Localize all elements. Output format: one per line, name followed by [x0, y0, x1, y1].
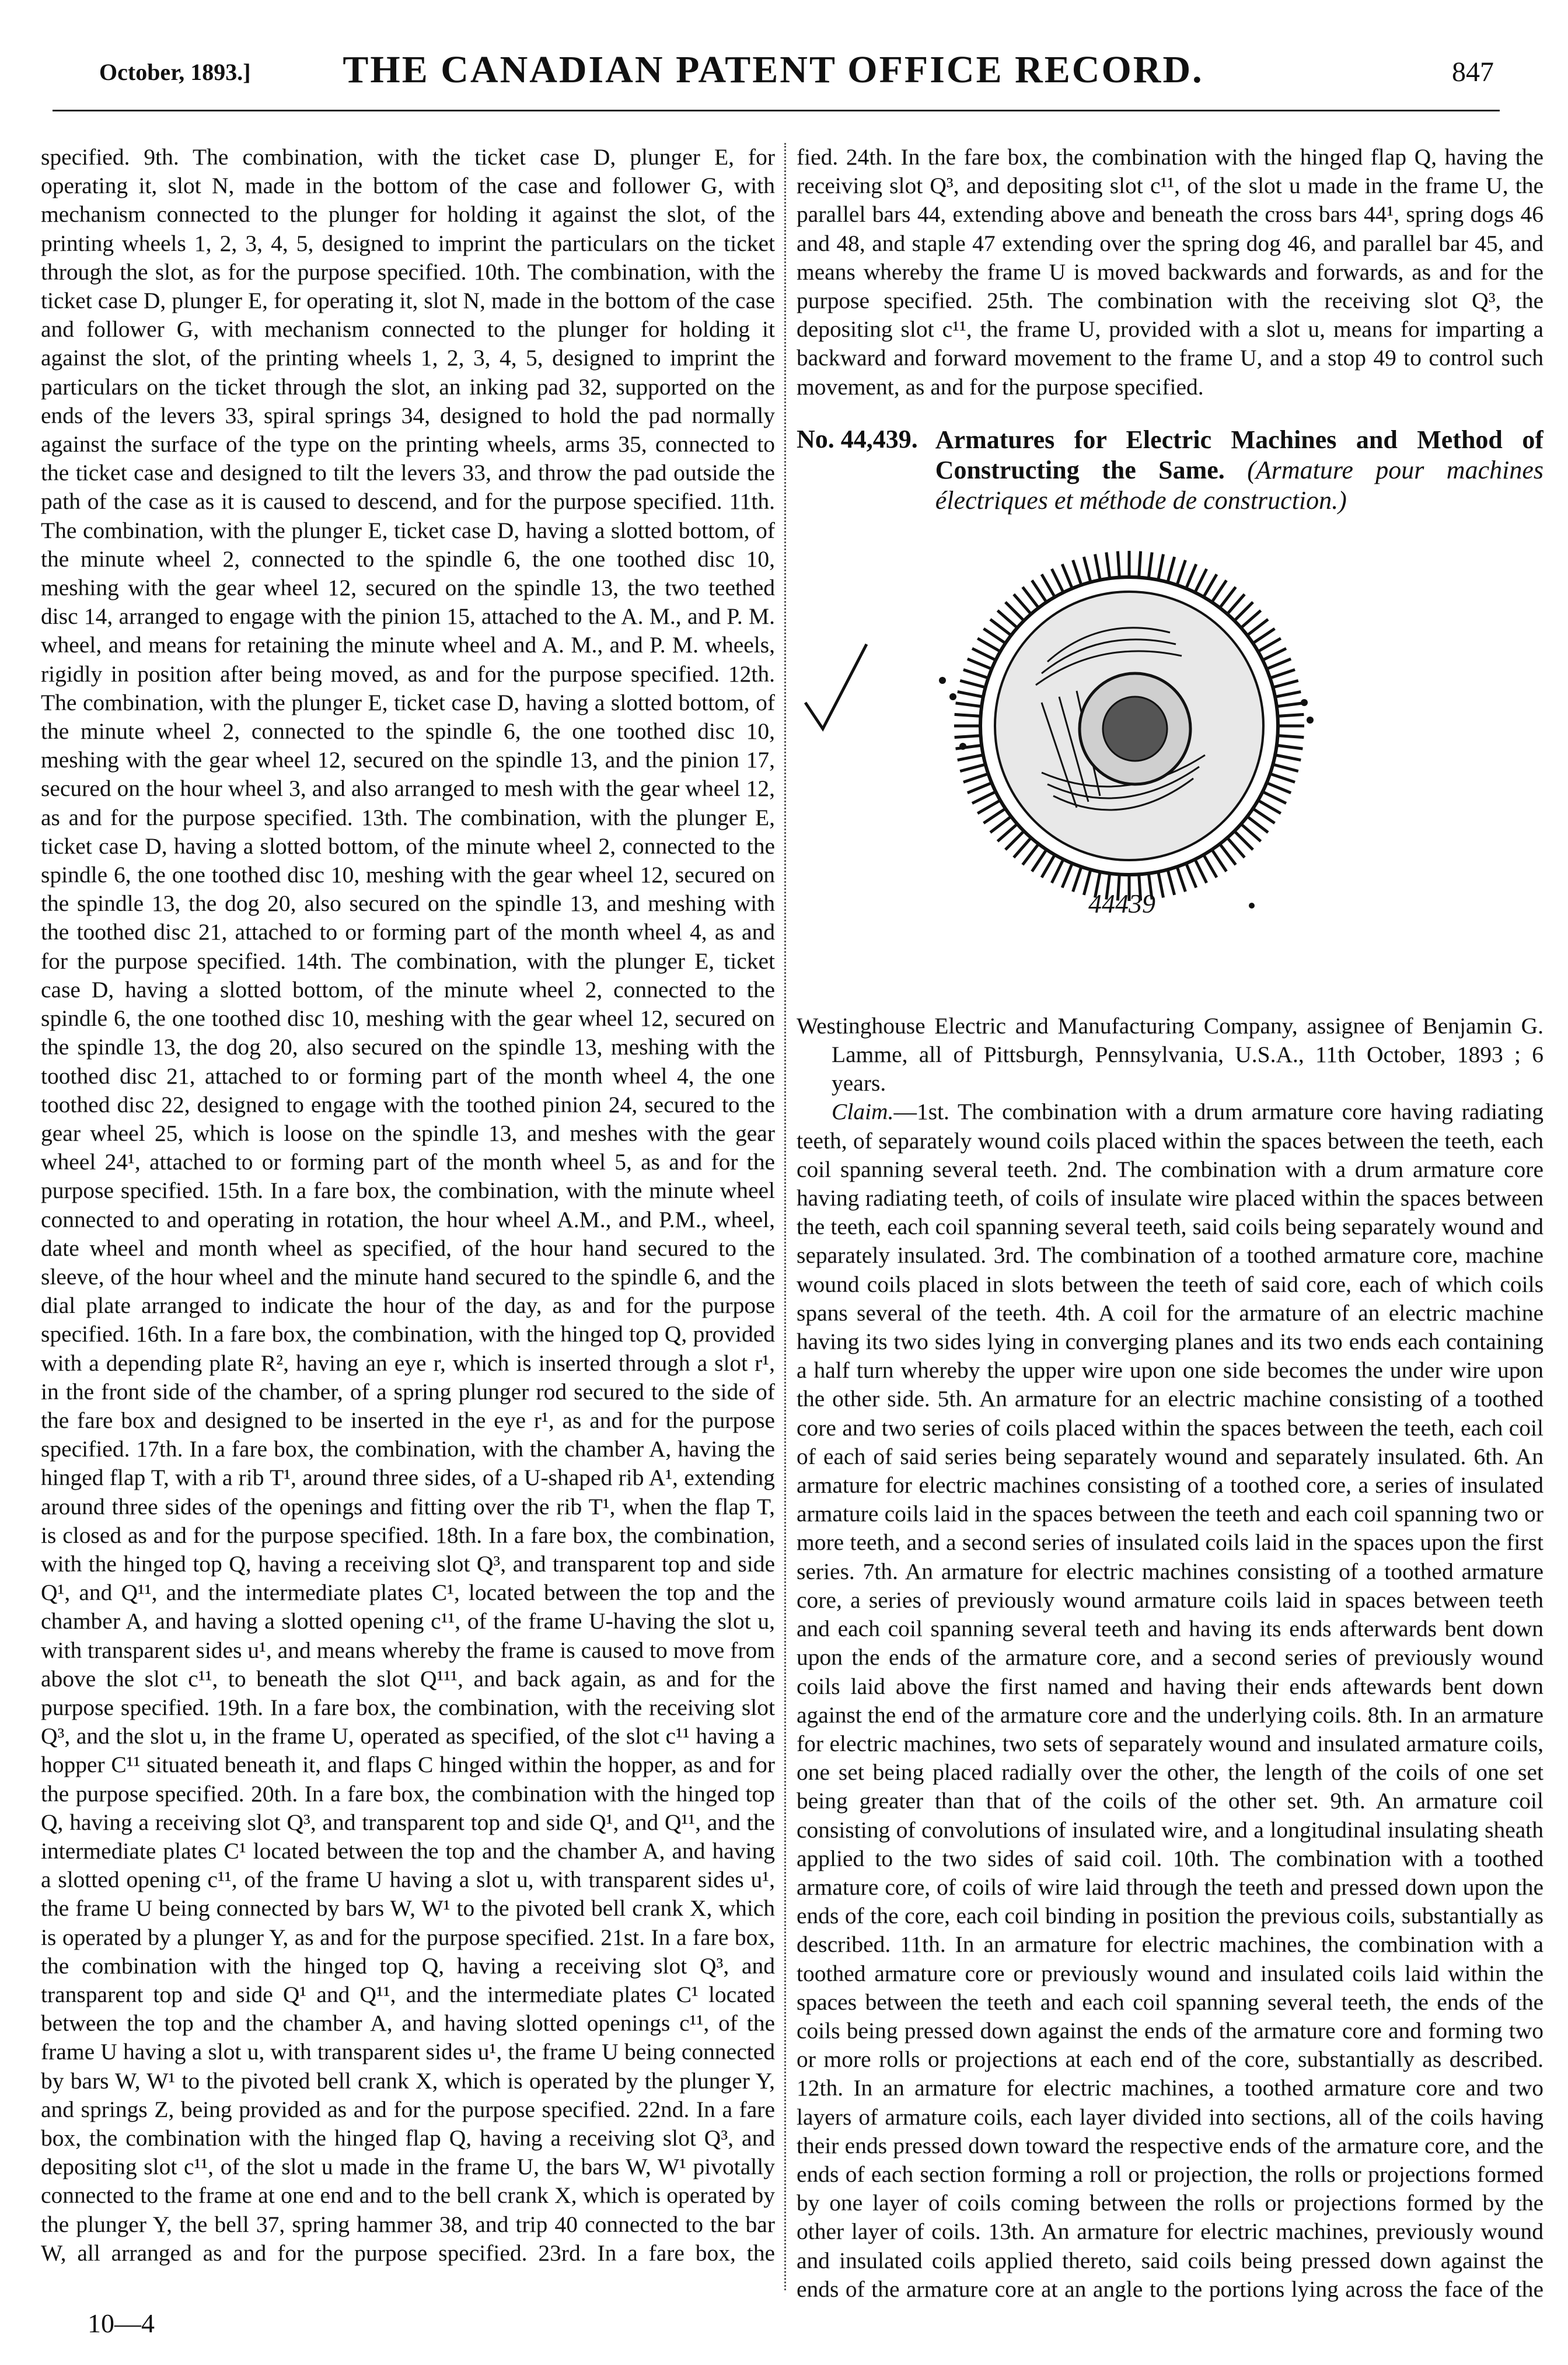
- armature-tooth: [1168, 557, 1175, 582]
- armature-tooth: [955, 714, 981, 716]
- patent-title: Armatures for Electric Machines and Method of Constructing the Same.: [935, 425, 1543, 484]
- armature-tooth: [1263, 792, 1286, 804]
- armature-tooth: [1277, 714, 1304, 716]
- continued-claims-text: fied. 24th. In the fare box, the combination with the hinged flap Q, having the receiving slot Q³, and depositing slot c¹¹, of the slot u made in the frame U, the parallel bars 44, extending above and beneath the cross bars 44¹, spring dogs 46 and 48, and staple 47 extending over the spring dog 46, and parallel bar 45, and means whereby the frame U is moved backwards and forwards, as and for the purpose specified. 25th. The combination with the receiving slot Q³, the depositing slot c¹¹, the frame U, provided with a slot u, means for imparting a backward and forward movement to the frame U, and a stop 49 to control such movement, as and for the purpose specified.: [797, 144, 1543, 400]
- page-header: [53, 48, 1494, 95]
- patent-title-block: [935, 425, 1543, 516]
- issue-date: October, 1893.]: [99, 59, 251, 85]
- armature-tooth: [1158, 554, 1164, 580]
- armature-tooth: [1220, 844, 1235, 865]
- armature-tooth: [1275, 691, 1301, 697]
- patent-number: No. 44,439.: [797, 424, 918, 453]
- armature-tooth: [1186, 863, 1196, 888]
- armature-tooth: [1258, 638, 1281, 652]
- armature-tooth: [960, 764, 985, 771]
- armature-tooth: [1212, 850, 1227, 871]
- armature-tooth: [1273, 680, 1298, 687]
- armature-tooth: [1148, 552, 1152, 578]
- armature-tooth: [1032, 580, 1046, 602]
- armature-tooth: [1204, 855, 1217, 878]
- armature-drawing-icon: [797, 528, 1543, 1006]
- armature-tooth: [1204, 574, 1217, 597]
- armature-tooth: [1106, 552, 1110, 578]
- armature-tooth: [1052, 569, 1063, 592]
- armature-tooth: [1263, 648, 1286, 660]
- armature-tooth: [1195, 569, 1207, 592]
- publication-title: THE CANADIAN PATENT OFFICE RECORD.: [343, 48, 1204, 91]
- armature-tooth: [1212, 580, 1227, 602]
- header-rule: [53, 110, 1500, 111]
- armature-tooth: [1158, 872, 1164, 897]
- armature-tooth: [1168, 869, 1175, 895]
- armature-tooth: [1062, 564, 1072, 589]
- claims-paragraph: [797, 1098, 1543, 2302]
- armature-tooth: [1277, 745, 1303, 749]
- claim-label: Claim.: [832, 1099, 894, 1125]
- armature-tooth: [1073, 867, 1081, 892]
- armature-tooth: [1277, 703, 1303, 707]
- armature-tooth: [972, 648, 996, 660]
- armature-tooth: [1139, 551, 1141, 577]
- armature-tooth: [984, 628, 1005, 643]
- armature-tooth: [958, 755, 983, 760]
- armature-tooth: [984, 808, 1005, 823]
- armature-tooth: [1267, 659, 1291, 669]
- armature-tooth: [1095, 554, 1100, 580]
- left-column-text: specified. 9th. The combination, with the ticket case D, plunger E, for operating it, slot N, made in the bottom of the case and follower G, with mechanism connected to the plunger for holding it against the slot, of the printing wheels 1, 2, 3, 4, 5, designed to imprint the particulars on the ticket through the slot, as for the purpose specified. 10th. The combination, with the ticket case D, plunger E, for operating it, slot N, made in the bottom of the case and follower G, with mechanism connected to the plunger for holding it against the slot, of the printing wheels 1, 2, 3, 4, 5, designed to imprint the particulars on the ticket through the slot, an inking pad 32, supported on the ends of the levers 33, spiral springs 34, designed to hold the pad normally against the surface of the type on the printing wheels, arms 35, connected to the ticket case and designed to tilt the levers 33, and throw the pad outside the path of the case as it is caused to descend, and for the purpose specified. 11th. The combination, with the plunger E, ticket case D, having a slotted bottom, of the minute wheel 2, connected to the spindle 6, the one toothed disc 10, meshing with the gear wheel 12, secured on the spindle 13, the two teethed disc 14, arranged to engage with the pinion 15, attached to the A. M., and P. M. wheel, and means for retaining the minute wheel and A. M., and P. M. wheels, rigidly in position after being moved, as and for the purpose specified. 12th. The combination, with the plunger E, ticket case D, having a slotted bottom, of the minute wheel 2, connected to the spindle 6, the one toothed disc 10, meshing with the gear wheel 12, secured on the spindle 13, and the pinion 17, secured on the hour wheel 3, and also arranged to mesh with the gear wheel 12, as and for the purpose specified. 13th. The combination, with the plunger E, ticket case D, having a slotted bottom, of the minute wheel 2, connected to the spindle 6, the one toothed disc 10, meshing with the gear wheel 12, secured on the spindle 13, the dog 20, also secured on the spindle 13, and meshing with the toothed disc 21, attached to or forming part of the month wheel 4, as and for the purpose specified. 14th. The combination, with the plunger E, ticket case D, having a slotted bottom, of the minute wheel 2, connected to the spindle 6, the one toothed disc 10, meshing with the gear wheel 12, secured on the spindle 13, the dog 20, also secured on the spindle 13, meshing with the toothed disc 21, attached to or forming part of the month wheel 4, the one toothed disc 22, designed to engage with the toothed pinion 24, secured to the gear wheel 25, which is loose on the spindle 13, and meshes with the gear wheel 24¹, attached to or forming part of the month wheel 5, as and for the purpose specified. 15th. In a fare box, the combination, with the minute wheel connected to and operating in rotation, the hour wheel A.M., and P.M., wheel, date wheel and month wheel as specified, of the hour hand secured to the sleeve, of the hour wheel and the minute hand secured to the spindle 6, and the dial plate arranged to indicate the hour of the day, as and for the purpose specified. 16th. In a fare box, the combination, with the hinged top Q, provided with a depending plate R², having an eye r, which is inserted through a slot r¹, in the front side of the chamber, of a spring plunger rod secured to the side of the fare box and designed to be inserted in the eye r¹, as and for the purpose specified. 17th. In a fare box, the combination, with the chamber A, having the hinged flap T, with a rib T¹, around three sides, of a U-shaped rib A¹, extending around three sides of the openings and fitting over the rib T¹, when the flap T, is closed as and for the purpose specified. 18th. In a fare box, the combination, with the hinged top Q, having a receiving slot Q³, and transparent top and side Q¹, and Q¹¹, and the intermediate plates C¹, located between the top and the chamber A, and having a slotted opening c¹¹, of the frame U-having the slot u, with transparent sides u¹, and means whereby the frame is caused to move from above the slot c¹¹, to beneath the slot Q¹¹¹, and back again, as and for the purpose specified. 19th. In a fare box, the combination, with the receiving slot Q³, and the slot u, in the frame U, operated as specified, of the slot c¹¹ having a hopper C¹¹ situated beneath it, and flaps C hinged within the hopper, as and for the purpose specified. 20th. In a fare box, the combination with the hinged top Q, having a receiving slot Q³, and transparent top and side Q¹, and Q¹¹, and the intermediate plates C¹ located between the top and the chamber A, and having a slotted opening c¹¹, of the frame U having a slot u, with transparent sides u¹, the frame U being connected by bars W, W¹ to the pivoted bell crank X, which is operated by a plunger Y, as and for the purpose specified. 21st. In a fare box, the combination with the hinged top Q, having a receiving slot Q³, and transparent top and side Q¹ and Q¹¹, and the intermediate plates C¹ located between the top and the chamber A, and having slotted openings c¹¹, of the frame U having a slot u, with transparent sides u¹, the frame U being connected by bars W, W¹ to the pivoted bell crank X, which is operated by the plunger Y, and springs Z, being provided as and for the purpose specified. 22nd. In a fare box, the combination with the hinged flap Q, having a receiving slot Q³, and depositing slot c¹¹, of the slot u made in the frame U, the bars W, W¹ pivotally connected to the frame at one end and to the bell crank X, which is operated by the plunger Y, the bell 37, spring hammer 38, and trip 40 connected to the bar W, all arranged as and for the purpose specified. 23rd. In a fare box, the: [41, 144, 775, 2266]
- patent-heading: [797, 425, 1543, 516]
- armature-tooth: [1177, 560, 1185, 585]
- armature-tooth: [1073, 560, 1081, 585]
- armature-tooth: [1042, 574, 1055, 597]
- patent-french-title: (Armature pour machines électriques et méthode de construction.): [935, 455, 1543, 515]
- left-column: [41, 143, 775, 2267]
- armature-tooth: [1247, 619, 1268, 635]
- armature-tooth: [963, 669, 989, 677]
- armature-tooth: [1247, 816, 1268, 832]
- armature-tooth: [1117, 551, 1119, 577]
- armature-tooth: [1267, 782, 1291, 792]
- figure-label: 44439: [1088, 888, 1155, 918]
- armature-tooth: [1273, 764, 1298, 771]
- armature-tooth: [990, 816, 1011, 832]
- armature-tooth: [1253, 808, 1274, 823]
- armature-tooth: [990, 619, 1011, 635]
- armature-tooth: [1275, 755, 1301, 760]
- check-mark-icon: [805, 644, 867, 729]
- armature-tooth: [1052, 860, 1063, 883]
- armature-tooth: [958, 691, 983, 697]
- armature-tooth: [977, 800, 1000, 813]
- armature-tooth: [1022, 587, 1038, 608]
- armature-tooth: [1220, 587, 1235, 608]
- armature-tooth: [963, 774, 989, 782]
- armature-tooth: [1258, 800, 1281, 813]
- armature-tooth: [1277, 736, 1304, 738]
- armature-tooth: [1022, 844, 1038, 865]
- armature-tooth: [972, 792, 996, 804]
- column-divider: [784, 143, 786, 2290]
- armature-tooth: [1270, 669, 1295, 677]
- assignee-text: Westinghouse Electric and Manufacturing Company, assignee of Benjamin G. Lamme, all of Pittsburgh, Pennsylvania, U.S.A., 11th October, 1893 ; 6 years.: [797, 1012, 1543, 1096]
- armature-tooth: [1253, 628, 1274, 643]
- armature-tooth: [968, 782, 992, 792]
- armature-tooth: [1062, 863, 1072, 888]
- armature-tooth: [968, 659, 992, 669]
- page-number: 847: [1452, 57, 1494, 88]
- armature-tooth: [960, 680, 985, 687]
- armature-tooth: [1177, 867, 1185, 892]
- armature-tooth: [1186, 564, 1196, 589]
- armature-figure: [797, 528, 1543, 1006]
- claim-text: —1st. The combination with a drum armature core having radiating teeth, of separately wound coils placed within the spaces between the teeth, each coil spanning several teeth. 2nd. The combination with a drum armature core having radiating teeth, of coils of insulate wire placed within the spaces between the teeth, each coil spanning several teeth, said coils being separately wound and separately insulated. 3rd. The combination of a toothed armature core, machine wound coils placed in slots between the teeth of said core, each of which coils spans several of the teeth. 4th. A coil for the armature of an electric machine having its two sides lying in converging planes and its two ends each containing a half turn whereby the upper wire upon one side becomes the under wire upon the other side. 5th. An armature for an electric machine consisting of a toothed core and two series of coils placed within the spaces between the teeth, each coil of each of said series being separately wound and separately insulated. 6th. An armature for electric machines consisting of a toothed core, a series of insulated armature coils laid in the spaces between the teeth and each coil spanning two or more teeth, and a second series of insulated coils laid in the spaces upon the first series. 7th. An armature for electric machines consisting of a toothed armature core, a series of previously wound armature coils laid in spaces between teeth and each coil spanning several teeth and having its ends afterwards bent down upon the ends of the armature core, and a second series of previously wound coils laid above the first named and having their ends aftewards bent down against the end of the armature core and the underlying coils. 8th. In an armature for electric machines, two sets of separately wound and insulated armature coils, one set being placed radially over the other, the length of the coils of one set being greater than that of the coils of the other set. 9th. An armature coil consisting of convolutions of insulated wire, and a longitudinal insulating sheath applied to the two sides of said coil. 10th. The combination with a toothed armature core, of coils of wire laid through the teeth and pressed down upon the ends of the core, each coil binding in position the previous coils, substantially as described. 11th. In an armature for electric machines, the combination with a toothed armature core or previously wound and insulated coils laid within the spaces between the teeth and each coil spanning several teeth, the ends of the coils being pressed down against the ends of the armature core and forming two or more rolls or projections at each end of the core, substantially as described. 12th. In an armature for electric machines, a toothed armature core and two layers of armature coils, each layer divided into sections, all of the coils having their ends pressed down toward the respective ends of the armature core, and the ends of each section forming a roll or projection, the rolls or projections formed by one layer of coils coming between the rolls or projections formed by the other layer of coils. 13th. An armature for electric machines, previously wound and insulated coils applied thereto, said coils being pressed down against the ends of the armature core at an angle to the portions lying across the face of the: [797, 1099, 1543, 2302]
- signature-mark: 10—4: [88, 2308, 155, 2338]
- armature-tooth: [1195, 860, 1207, 883]
- armature-tooth: [1084, 557, 1091, 582]
- armature-tooth: [955, 736, 981, 738]
- armature-tooth: [1042, 855, 1055, 878]
- armature-tooth: [956, 703, 982, 707]
- armature-tooth: [1270, 774, 1295, 782]
- right-column: [797, 143, 1543, 2302]
- armature-tooth: [977, 638, 1000, 652]
- armature-tooth: [1032, 850, 1046, 871]
